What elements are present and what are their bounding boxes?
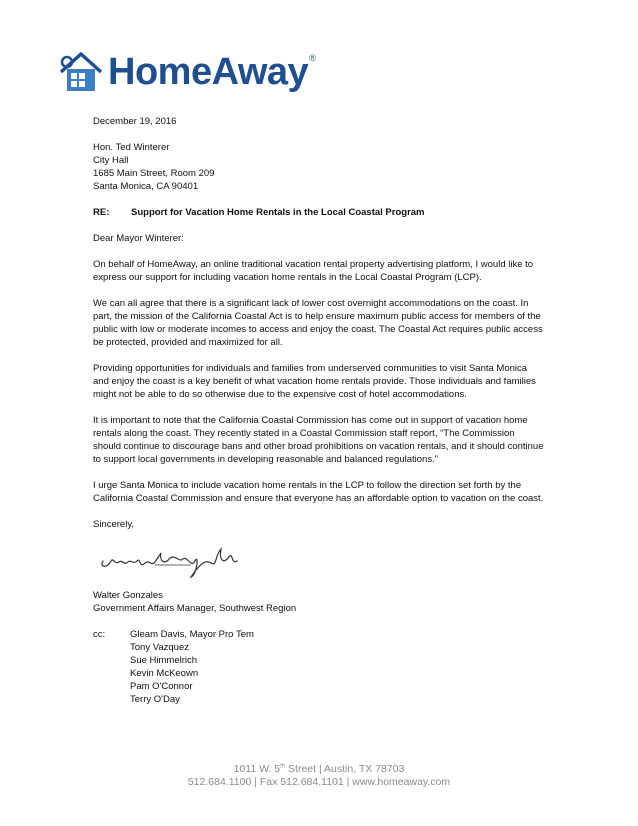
subject-line [93, 206, 545, 219]
body-paragraph: I urge Santa Monica to include vacation home rentals in the LCP to follow the direction set forth by the California Coastal Commission and ensure that everyone has an affordable option to vacation on the coast. [93, 480, 544, 504]
logo-wordmark: HomeAway [108, 51, 309, 93]
letter-date: December 19, 2016 [93, 116, 177, 127]
body-paragraph: Providing opportunities for individuals and families from underserved communities to visit Santa Monica and enjoy the coast is a key benefit of what vacation home rentals provide. Those individuals and families might not be able to do so otherwise due to the expensive cost of hotel accommodations. [93, 363, 536, 400]
letter-body [93, 115, 545, 706]
body-paragraph: It is important to note that the California Coastal Commission has come out in support of vacation home rentals along the coast. They recently stated in a Coastal Commission staff report, “The Commission should continue to discourage bans and other broad prohibitions on vacation rentals, and it should continue to support local governments in developing reasonable and balanced regulations.” [93, 415, 544, 465]
cc-label: cc: [93, 629, 106, 640]
salutation: Dear Mayor Winterer: [93, 233, 184, 244]
cc-recipient: Terry O'Day [130, 694, 180, 705]
homeaway-logo [58, 50, 316, 94]
recipient-line: Hon. Ted Winterer [93, 142, 170, 153]
cc-recipient: Gleam Davis, Mayor Pro Tem [130, 629, 254, 640]
footer-contact: 512.684.1100 | Fax 512.684.1101 | www.homeaway.com [187, 776, 451, 788]
cc-block [93, 628, 545, 706]
cc-recipient: Tony Vazquez [130, 642, 189, 653]
recipient-block [93, 141, 545, 193]
cc-recipient: Pam O'Connor [130, 681, 193, 692]
recipient-line: 1685 Main Street, Room 209 [93, 168, 215, 179]
subject-text: Support for Vacation Home Rentals in the Local Coastal Program [131, 207, 425, 218]
signer-title: Government Affairs Manager, Southwest Region [93, 603, 297, 614]
footer-address: 1011 W. 5th Street | Austin, TX 78703 [233, 763, 405, 775]
house-icon [58, 50, 104, 94]
recipient-line: Santa Monica, CA 90401 [93, 181, 199, 192]
closing: Sincerely, [93, 519, 135, 530]
subject-label: RE: [93, 207, 110, 218]
signer-name: Walter Gonzales [93, 590, 163, 601]
body-paragraph: On behalf of HomeAway, an online traditional vacation rental property advertising platform, I would like to express our support for including vacation home rentals in the Local Coastal Program (LCP). [93, 259, 534, 283]
cc-recipient: Sue Himmelrich [130, 655, 198, 666]
recipient-line: City Hall [93, 155, 129, 166]
cc-list [130, 628, 254, 706]
body-paragraph: We can all agree that there is a significant lack of lower cost overnight accommodations on the coast. In part, the mission of the California Coastal Act is to help ensure maximum public access for members of the public with low or moderate incomes to access and enjoy the coast. The Coastal Act requires public access be protected, provided and maximized for all. [93, 298, 543, 348]
registered-mark: ® [309, 53, 316, 63]
signature-image [95, 535, 245, 579]
cc-recipient: Kevin McKeown [130, 668, 199, 679]
